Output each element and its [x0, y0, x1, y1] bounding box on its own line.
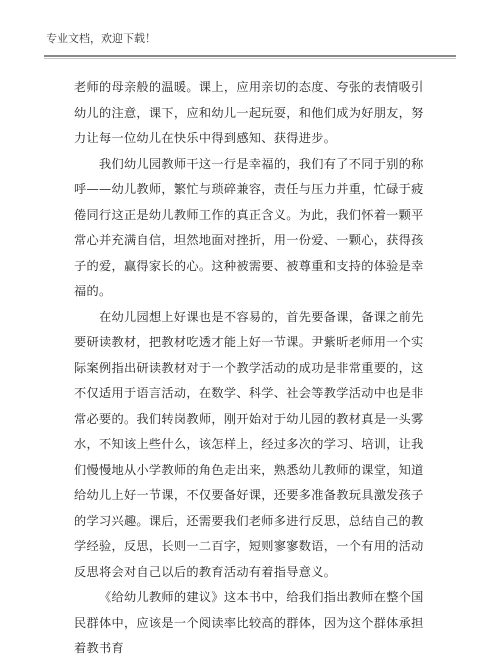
page-header-text: 专业文档，欢迎下载！ [46, 32, 156, 45]
document-body [74, 75, 426, 662]
paragraph-1: 老师的母亲般的温暖。课上，应用亲切的态度、夸张的表情吸引幼儿的注意，课下，应和幼儿一起玩耍，和他们成为好朋友，努力让每一位幼儿在快乐中得到感知、获得进步。 [74, 80, 424, 145]
paragraph-2: 我们幼儿园教师干这一行是幸福的，我们有了不同于别的称呼——幼儿教师，繁忙与琐碎兼容，责任与压力并重，忙碌于疲倦同行这正是幼儿教师工作的真正含义。为此，我们怀着一颗平常心并充满自信，坦然地面对挫折，用一份爱、一颗心，获得孩子的爱，赢得家长的心。这种被需要、被尊重和支持的体验是幸福的。 [74, 156, 424, 298]
paragraph-4: 《给幼儿教师的建议》这本书中，给我们指出教师在整个国民群体中，应该是一个阅读率比较高的群体，因为这个群体承担着教书育 [74, 590, 424, 655]
paragraph-3: 在幼儿园想上好课也是不容易的，首先要备课，备课之前先要研读教材，把教材吃透才能上好一节课。尹紫昕老师用一个实际案例指出研读教材对于一个教学活动的成功是非常重要的，这不仅适用于语言活动，在数学、科学、社会等教学活动中也是非常必要的。我们转岗教师，刚开始对于幼儿园的教材真是一头雾水，不知该上些什么，该怎样上，经过多次的学习、培训，让我们慢慢地从小学教师的角色走出来，熟悉幼儿教师的课堂，知道给幼儿上好一节课，不仅要备好课，还要多准备教玩具激发孩子的学习兴趣。课后，还需要我们老师多进行反思，总结自己的教学经验，反思，长则一二百字，短则寥寥数语，一个有用的活动反思将会对自己以后的教育活动有着指导意义。 [74, 309, 424, 579]
header-divider [44, 55, 456, 57]
header-divider-secondary [44, 58, 456, 59]
